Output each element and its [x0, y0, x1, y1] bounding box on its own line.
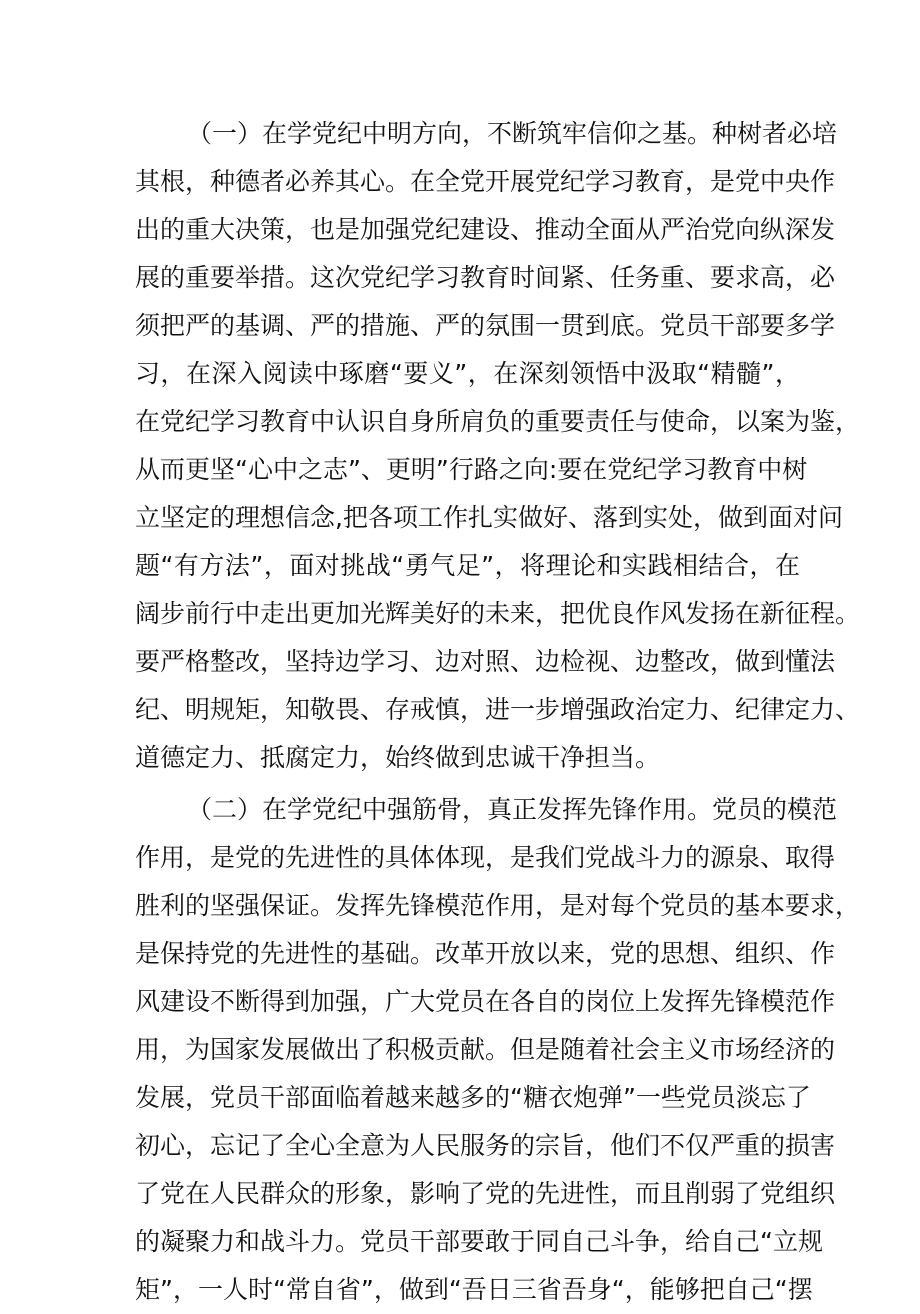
paragraph-line: 习，在深入阅读中琢磨“要义”，在深刻领悟中汲取“精髓”，: [135, 359, 800, 388]
paragraph-line: 的凝聚力和战斗力。党员干部要敢于同自己斗争，给自己“立规: [135, 1227, 823, 1256]
paragraph-line: 发展，党员干部面临着越来越多的“糖衣炮弹”一些党员淡忘了: [135, 1083, 811, 1112]
paragraph-line: 胜利的坚强保证。发挥先锋模范作用，是对每个党员的基本要求，: [135, 891, 861, 920]
paragraph-line: 道德定力、抵腐定力，始终做到忠诚干净担当。: [135, 743, 661, 772]
paragraph-line: 从而更坚“心中之志”、更明”行路之向:要在党纪学习教育中树: [135, 455, 808, 484]
paragraph-line: 用，为国家发展做出了积极贡献。但是随着社会主义市场经济的: [135, 1035, 836, 1064]
paragraph-2: [135, 786, 861, 1314]
paragraph-line: （一）在学党纪中明方向，不断筑牢信仰之基。种树者必培: [187, 119, 838, 148]
paragraph-1: [135, 110, 861, 782]
document-body: [135, 110, 861, 1314]
paragraph-line: 初心，忘记了全心全意为人民服务的宗旨，他们不仅严重的损害: [135, 1131, 836, 1160]
paragraph-line: 作用，是党的先进性的具体体现，是我们党战斗力的源泉、取得: [135, 843, 836, 872]
paragraph-line: 要严格整改，坚持边学习、边对照、边检视、边整改，做到懂法: [135, 647, 836, 676]
paragraph-line: 是保持党的先进性的基础。改革开放以来，党的思想、组织、作: [135, 939, 836, 968]
paragraph-line: （二）在学党纪中强筋骨，真正发挥先锋作用。党员的模范: [187, 795, 838, 824]
paragraph-line: 风建设不断得到加强，广大党员在各自的岗位上发挥先锋模范作: [135, 987, 836, 1016]
paragraph-line: 展的重要举措。这次党纪学习教育时间紧、任务重、要求高，必: [135, 263, 836, 292]
paragraph-line: 其根，种德者必养其心。在全党开展党纪学习教育，是党中央作: [135, 167, 836, 196]
paragraph-line: 在党纪学习教育中认识自身所肩负的重要责任与使命，以案为鉴，: [135, 407, 861, 436]
paragraph-line: 了党在人民群众的形象，影响了党的先进性，而且削弱了党组织: [135, 1179, 836, 1208]
paragraph-line: 出的重大决策，也是加强党纪建设、推动全面从严治党向纵深发: [135, 215, 836, 244]
paragraph-line: 矩”，一人时“常自省”，做到“吾日三省吾身“，能够把自己“摆: [135, 1275, 813, 1304]
paragraph-line: 立坚定的理想信念,把各项工作扎实做好、落到实处，做到面对问: [135, 503, 843, 532]
paragraph-line: 阔步前行中走出更加光辉美好的未来，把优良作风发扬在新征程。: [135, 599, 861, 628]
paragraph-line: 题“有方法”，面对挑战“勇气足”，将理论和实践相结合，在: [135, 551, 800, 580]
paragraph-line: 须把严的基调、严的措施、严的氛围一贯到底。党员干部要多学: [135, 311, 836, 340]
paragraph-line: 纪、明规矩，知敬畏、存戒慎，进一步增强政治定力、纪律定力、: [135, 695, 861, 724]
